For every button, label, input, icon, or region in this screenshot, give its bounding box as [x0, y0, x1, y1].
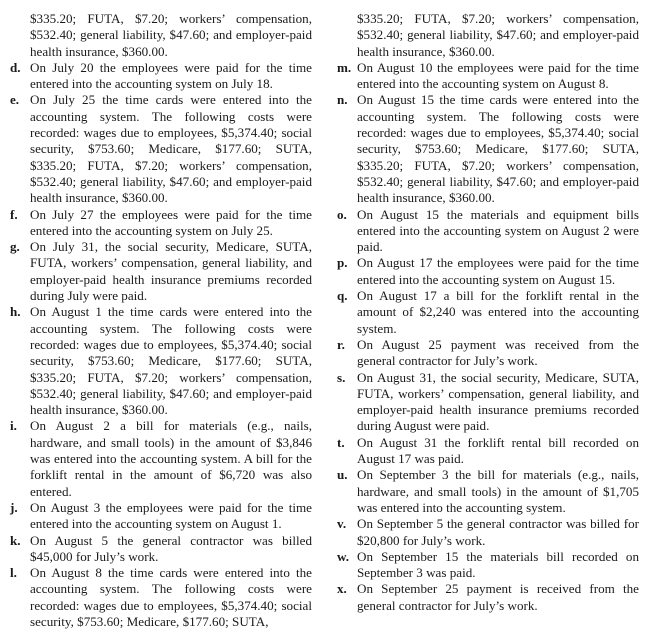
item-letter: v. [337, 516, 347, 532]
item-letter: g. [10, 239, 20, 255]
item-letter: d. [10, 59, 21, 75]
item-text: On August 15 the time cards were entered into the accounting system. The following costs were recorded: wages due to employees, $5,374.40; social security, $753.60; Medicare, $177.60; SUTA, $335.20; FUTA, $7.20; workers’ compensation, $532.40; general liability, $47.60; and employer-paid health insurance, $360.00. [357, 92, 639, 206]
item-letter: x. [337, 581, 347, 597]
list-item [337, 337, 639, 370]
item-letter: h. [10, 304, 21, 320]
list-item [10, 418, 312, 499]
item-letter: s. [337, 369, 346, 385]
item-text: On August 25 payment was received from the general contractor for July’s work. [357, 336, 639, 369]
list-item [10, 60, 312, 93]
item-letter: q. [337, 288, 348, 304]
item-text: On September 5 the general contractor was billed for $20,800 for July’s work. [357, 516, 639, 548]
item-text: On August 10 the employees were paid for the time entered into the accounting system on August 8. [357, 59, 639, 92]
item-text: $335.20; FUTA, $7.20; workers’ compensation, $532.40; general liability, $47.60; and employer-paid health insurance, $360.00. [357, 11, 639, 59]
item-text: On September 25 payment is received from the general contractor for July’s work. [357, 581, 639, 613]
list-item [337, 516, 639, 549]
item-letter: p. [337, 255, 348, 271]
list-item [337, 435, 639, 468]
list-item [337, 467, 639, 516]
list-item [337, 92, 639, 206]
item-letter: e. [10, 92, 20, 108]
item-text: On September 15 the materials bill recorded on September 3 was paid. [357, 548, 639, 581]
item-text: On August 31 the forklift rental bill recorded on August 17 was paid. [357, 434, 639, 467]
list-item [337, 370, 639, 435]
list-item [10, 92, 312, 206]
item-text: On August 17 the employees were paid for the time entered into the accounting system on August 15. [357, 255, 639, 287]
list-item [10, 207, 312, 240]
list-item [337, 11, 639, 60]
list-item [10, 565, 312, 630]
list-item [10, 304, 312, 418]
item-text: On July 20 the employees were paid for the time entered into the accounting system on July 18. [30, 59, 312, 92]
item-letter: n. [337, 92, 348, 108]
list-item [337, 288, 639, 337]
item-text: On July 31, the social security, Medicare, SUTA, FUTA, workers’ compensation, general liability, and employer-paid health insurance premiums recorded during July were paid. [30, 239, 312, 304]
item-letter: f. [10, 206, 18, 222]
list-item [10, 11, 312, 60]
item-text: On August 5 the general contractor was billed $45,000 for July’s work. [30, 532, 312, 564]
list-item [10, 533, 312, 566]
list-item [337, 549, 639, 582]
item-text: On August 15 the materials and equipment bills entered into the accounting system on August 2 were paid. [357, 206, 639, 255]
item-letter: t. [337, 434, 345, 450]
item-text: On July 27 the employees were paid for the time entered into the accounting system on July 25. [30, 206, 312, 238]
list-item [337, 581, 639, 614]
item-letter: w. [337, 548, 350, 564]
item-text: On August 17 a bill for the forklift rental in the amount of $2,240 was entered into the accounting system. [357, 288, 639, 336]
item-text: On July 25 the time cards were entered into the accounting system. The following costs were recorded: wages due to employees, $5,374.40; social security, $753.60; Medicare, $177.60; SUTA, $335.20; FUTA, $7.20; workers’ compensation, $532.40; general liability, $47.60; and employer-paid health insurance, $360.00. [30, 92, 312, 206]
item-letter: k. [10, 532, 21, 548]
item-letter: l. [10, 565, 17, 581]
item-text: On August 2 a bill for materials (e.g., nails, hardware, and small tools) in the amount of $3,846 was entered into the accounting system. A bill for the forklift rental in the amount of $6,720 was also entered. [30, 418, 312, 499]
item-text: $335.20; FUTA, $7.20; workers’ compensation, $532.40; general liability, $47.60; and employer-paid health insurance, $360.00. [30, 11, 312, 59]
list-item [337, 207, 639, 256]
item-letter: j. [10, 499, 18, 515]
item-text: On August 3 the employees were paid for the time entered into the accounting system on August 1. [30, 499, 312, 532]
item-text: On August 1 the time cards were entered into the accounting system. The following costs were recorded: wages due to employees, $5,374.40; social security, $753.60; Medicare, $177.60; SUTA, $335.20; FUTA, $7.20; workers’ compensation, $532.40; general liability, $47.60; and employer-paid health insurance, $360.00. [30, 304, 312, 418]
item-text: On August 31, the social security, Medicare, SUTA, FUTA, workers’ compensation, general liability, and employer-paid health insurance premiums recorded during August were paid. [357, 369, 639, 434]
list-item [10, 500, 312, 533]
right-column [337, 11, 639, 614]
item-letter: o. [337, 206, 347, 222]
list-item [337, 255, 639, 288]
item-letter: r. [337, 336, 345, 352]
list-item [10, 239, 312, 304]
item-letter: m. [337, 59, 352, 75]
left-column [10, 11, 312, 630]
item-text: On August 8 the time cards were entered into the accounting system. The following costs were recorded: wages due to employees, $5,374.40; social security, $753.60; Medicare, $177.60; SUTA, [30, 565, 312, 629]
list-item [337, 60, 639, 93]
item-letter: i. [10, 418, 17, 434]
item-letter: u. [337, 467, 348, 483]
item-text: On September 3 the bill for materials (e.g., nails, hardware, and small tools) in the amount of $1,705 was entered into the accounting system. [357, 467, 639, 515]
